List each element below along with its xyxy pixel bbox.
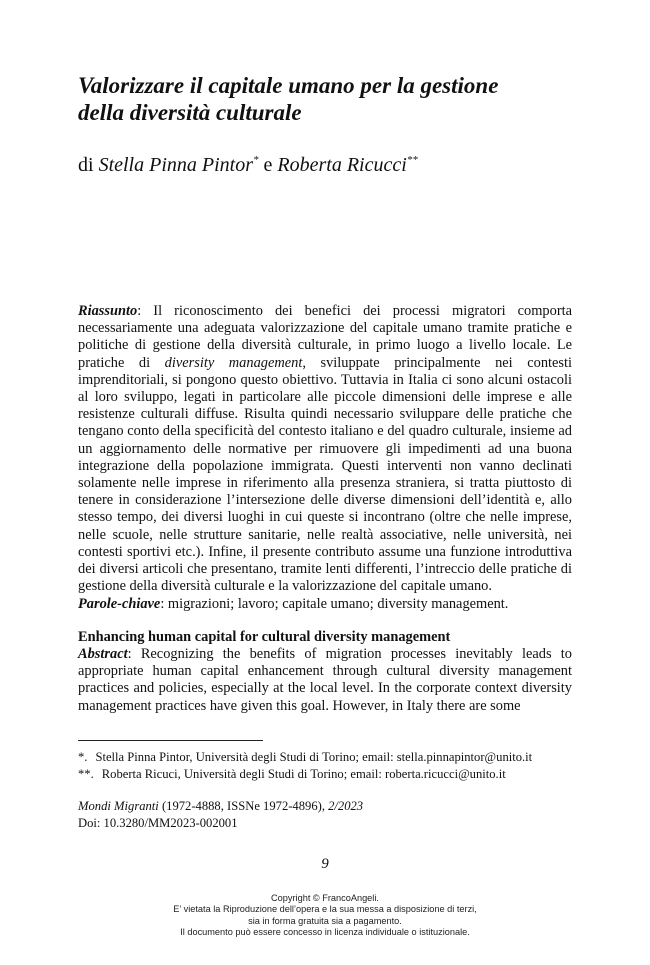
riassunto-italic-term: diversity management bbox=[164, 354, 303, 371]
author-1-footnote-mark[interactable]: * bbox=[253, 154, 259, 166]
keywords-label: Parole-chiave bbox=[78, 596, 161, 612]
abstract-text: : Recognizing the benefits of migration processes inevitably leads to appropriate human capital enhancement through cultural diversity management practices and policies, especially at the local level. In the corporate context diversity management practices have given this goal. However, in Italy there are some bbox=[78, 646, 572, 714]
author-1-name: Stella Pinna Pintor bbox=[98, 154, 253, 176]
footnote-2-mark: **. bbox=[78, 767, 94, 781]
journal-name: Mondi Migranti bbox=[78, 799, 159, 813]
copyright-line-3: sia in forma gratuita sia a pagamento. bbox=[248, 915, 402, 926]
footnote-2 bbox=[78, 766, 572, 783]
footnotes bbox=[78, 749, 572, 783]
riassunto-label: Riassunto bbox=[78, 303, 138, 319]
footnote-1-mark: *. bbox=[78, 750, 88, 764]
riassunto-text-part-2: , sviluppate principalmente nei contesti imprenditoriali, si pongono questo obiettivo. Tuttavia in Italia ci sono alcuni ostacoli al loro sviluppo, legati in particolare alle piccole dimensioni delle imprese e alle resistenze culturali diffuse. Risulta quindi necessario sviluppare delle pratiche che tengano conto della specificità del contesto italiano e del quadro culturale, insieme ad un aggiornamento delle normative per rimuovere gli impedimenti ad una buona integrazione della popolazione immigrata. Questi interventi non vanno declinati solamente nelle imprese in riferimento alla presenza straniera, si tratta piuttosto di tenere in considerazione l’intersezione delle diverse dimensioni dell’identità e, allo stesso tempo, dei diversi luoghi in cui queste si incontrano (oltre che nelle imprese, nelle scuole, nelle strutture sanitarie, nelle realtà associative, nelle università, nei contesti sportivi etc.). Infine, il presente contributo assume una funzione introduttiva dei diversi articoli che presentano, tramite lenti differenti, l’intreccio delle pratiche di gestione della diversità culturale e la valorizzazione del capitale umano. bbox=[78, 354, 572, 595]
page-number: 9 bbox=[321, 856, 329, 872]
author-line bbox=[78, 148, 418, 177]
keywords-text: : migrazioni; lavoro; capitale umano; diversity management. bbox=[160, 596, 509, 612]
journal-citation bbox=[78, 798, 363, 815]
author-conjunction: e bbox=[263, 154, 273, 176]
article-title-line-2: della diversità culturale bbox=[78, 100, 302, 125]
article-title-line-1: Valorizzare il capitale umano per la gestione bbox=[78, 73, 499, 98]
riassunto-text-part-1: : Il riconoscimento dei benefici dei processi migratori comporta necessariamente una adeguata valorizzazione del capitale umano tramite pratiche e politiche di gestione della diversità culturale, in primo luogo a livello locale. Le pratiche di bbox=[78, 303, 572, 371]
footnote-divider bbox=[78, 740, 263, 741]
copyright-notice bbox=[0, 893, 650, 939]
footnote-1-text: Stella Pinna Pintor, Università degli Studi di Torino; email: stella.pinnapintor@unito.it bbox=[95, 750, 533, 764]
riassunto-paragraph bbox=[78, 303, 572, 595]
footnote-2-text: Roberta Ricuci, Università degli Studi di Torino; email: roberta.ricucci@unito.it bbox=[101, 767, 506, 781]
author-2-footnote-mark[interactable]: ** bbox=[406, 154, 418, 166]
abstract-label: Abstract bbox=[78, 646, 128, 662]
copyright-line-1: Copyright © FrancoAngeli. bbox=[271, 893, 379, 903]
article-title bbox=[78, 72, 578, 126]
journal-info bbox=[78, 798, 363, 832]
journal-issn: (1972-4888, ISSNe 1972-4896), bbox=[158, 799, 329, 813]
footnote-1 bbox=[78, 749, 572, 766]
english-title: Enhancing human capital for cultural diversity management bbox=[78, 629, 451, 645]
copyright-line-4: Il documento può essere concesso in licenza individuale o istituzionale. bbox=[180, 927, 470, 938]
journal-issue: 2/2023 bbox=[328, 799, 364, 813]
abstract-paragraph bbox=[78, 646, 572, 715]
author-2-name: Roberta Ricucci bbox=[277, 154, 407, 176]
copyright-line-2: E’ vietata la Riproduzione dell’opera e la sua messa a disposizione di terzi, bbox=[173, 904, 477, 915]
author-prefix: di bbox=[78, 154, 94, 176]
journal-doi[interactable]: Doi: 10.3280/MM2023-002001 bbox=[78, 816, 238, 830]
keywords-paragraph bbox=[78, 596, 572, 613]
